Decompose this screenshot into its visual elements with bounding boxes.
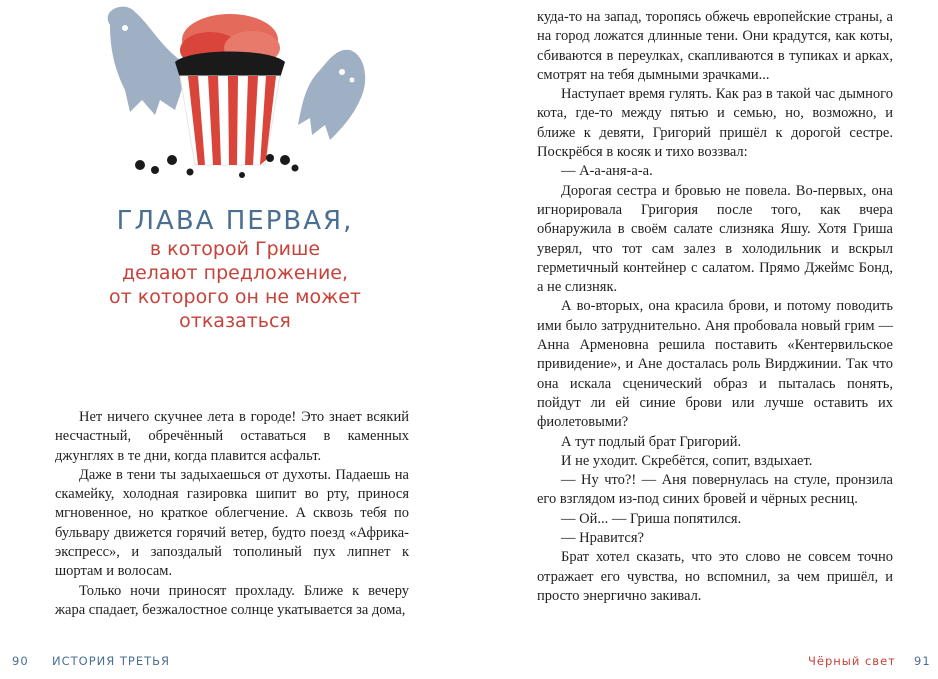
chapter-heading xyxy=(40,205,430,333)
paragraph: Брат хотел сказать, что это слово не совсем точно отражает его чувства, но вспомнил, за чем пришёл, и просто энергично закивал. xyxy=(537,549,893,604)
paragraph: — Ну что?! — Аня повернулась на стуле, пронзила его взглядом из-под синих бровей и чёрных ресниц. xyxy=(537,472,893,508)
paragraph: Только ночи приносят прохладу. Ближе к вечеру жара спадает, безжалостное солнце укатывается за дома, xyxy=(55,582,409,618)
page-number-right: 91 xyxy=(914,654,931,668)
chapter-subtitle-line: от которого он не может xyxy=(109,286,361,308)
chapter-subtitle-line: делают предложение, xyxy=(121,262,349,284)
page-number-left: 90 xyxy=(12,654,29,668)
chapter-subtitle-line: отказаться xyxy=(179,310,291,332)
left-page-body xyxy=(55,408,409,620)
paragraph: Нет ничего скучнее лета в городе! Это знает всякий несчастный, обречённый оставаться в каменных джунглях в те дни, когда плавится асфальт. xyxy=(55,409,409,464)
running-head-left: ИСТОРИЯ ТРЕТЬЯ xyxy=(52,654,171,668)
running-head-right: Чёрный свет xyxy=(808,654,896,668)
paragraph: И не уходит. Скребётся, сопит, вздыхает. xyxy=(561,452,813,469)
chapter-subtitle-line: в которой Грише xyxy=(149,238,321,260)
paragraph: — Нравится? xyxy=(561,530,644,547)
paragraph: Даже в тени ты задыхаешься от духоты. Падаешь на скамейку, холодная газировка шипит во рту, принося мгновенное, но краткое облегчение. А сквозь тебя по бульвару движется горячий ветер, будто поезд «Африка-экспресс», и запоздалый тополиный пух липнет к шортам и волосам. xyxy=(55,466,409,580)
popcorn-ghosts-illustration xyxy=(80,0,380,195)
paragraph: — Ой... — Гриша попятился. xyxy=(561,510,742,527)
paragraph: куда-то на запад, торопясь обжечь европейские страны, а на город ложатся длинные тени. Они крадутся, как коты, сбиваются в переулках, скапливаются в тупиках и арках, смотрят на тебя дымными зрачками... xyxy=(537,9,893,83)
paragraph: Дорогая сестра и бровью не повела. Во-первых, она игнорировала Григория после того, как вчера обнаружила в своём салате слизняка Яшу. Хотя Гриша уверял, что тот сам залез в холодильник и вскрыл герметичный контейнер с салатом. Прямо Джеймс Бонд, а не слизняк. xyxy=(537,182,893,296)
paragraph: А тут подлый брат Григорий. xyxy=(561,433,742,450)
paragraph: — А-а-аня-а-а. xyxy=(561,163,653,180)
popcorn-ghosts-icon xyxy=(80,0,380,195)
paragraph: Наступает время гулять. Как раз в такой час дымного кота, где-то между пятью и семью, но, возможно, и ближе к девяти, Григорий пришёл к дорогой сестре. Поскрёбся в косяк и тихо воззвал: xyxy=(537,86,893,161)
chapter-title: ГЛАВА ПЕРВАЯ, xyxy=(116,206,354,236)
right-page-body xyxy=(537,8,893,606)
paragraph: А во-вторых, она красила брови, и потому поводить ими было затруднительно. Аня пробовала новый грим — Анна Арменовна решила поставить «Кентервильское привидение», и Ане досталась роль Вирджинии. Так что она искала сценический образ и пыталась понять, пойдут ли ей синие брови или лучше оставить их фиолетовыми? xyxy=(537,298,893,431)
